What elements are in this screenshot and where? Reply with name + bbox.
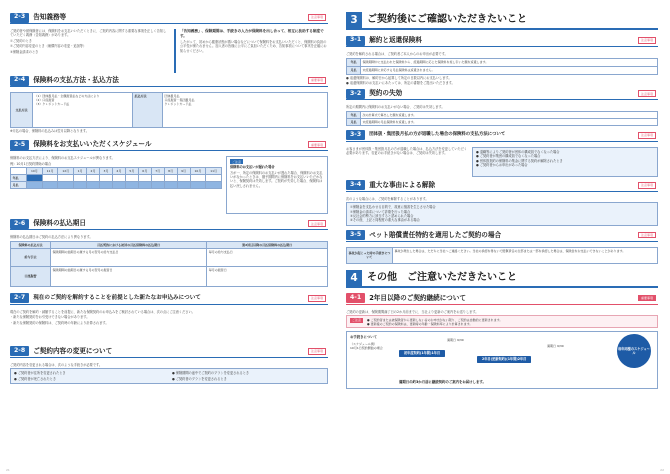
schedule-bar-1 [399, 350, 445, 356]
paragraph: ・新たな保険契約の保険料は、ご契約時の年齢により計算されます。 [10, 320, 109, 325]
list-item-text: ご契約者が死亡されたとき [17, 376, 57, 381]
paragraph: 保険料の払込期日はご契約の払込方法により異なります。 [10, 235, 93, 240]
section-title: 保険料の支払方法・払込方法 [33, 76, 119, 85]
section-3-1-header [346, 35, 658, 47]
row-label: 月払 [347, 66, 361, 74]
section-number: 2-8 [10, 346, 29, 356]
section-title: ペット賠償責任特約を適用したご契約の場合 [369, 230, 502, 239]
section-2-3-body [10, 29, 328, 73]
list-item: ①保険金を支払わせる目的で、故意に損害を生じさせた場合 [350, 205, 436, 210]
section-3-2-header [346, 88, 658, 100]
month-cell: 9月 [177, 168, 190, 175]
section-2-7-header [10, 293, 328, 305]
table-cell: 未経過期間に対応する月払保険料は返還されません。 [361, 66, 658, 74]
chapter-4-title [346, 270, 658, 288]
monthly-cell [87, 182, 100, 189]
list-item: ②保険金の請求について詐欺を行った場合 [350, 209, 411, 214]
annual-cell [151, 175, 164, 182]
monthly-cell [138, 182, 151, 189]
annual-cell [74, 175, 87, 182]
row-label: 年払 [347, 58, 361, 66]
section-tag: 重要事項 [308, 77, 326, 84]
annual-cell [177, 175, 190, 182]
annual-row [11, 175, 222, 182]
monthly-cell [58, 182, 74, 189]
section-number: 3-3 [346, 130, 365, 140]
month-cell: 2月 [87, 168, 100, 175]
month-cell: 11月 [206, 168, 222, 175]
section-tag: 注意事項 [308, 348, 326, 355]
column-header: 第2回目以降の月払保険料の払込期日 [207, 241, 328, 248]
page-number-left: 21 [6, 467, 10, 472]
section-2-3-header [10, 12, 328, 24]
section-2-5-body [10, 156, 328, 214]
list-item: ● ご契約者のプランを変更されるとき [172, 376, 227, 381]
paragraph: 現在のご契約を解約・減額することを前提に、新たな保険契約のお申込みをご検討されている場合は、次の点にご注意ください。 [10, 309, 195, 314]
note-heading: 保険料のお支払いが遅れた場合 [230, 165, 275, 170]
bullet-text: 返還保険料のお支払いにあたっては、所定の書類をご提出いただきます。 [349, 81, 455, 85]
chapter-title: その他 ご注意いただきたいこと [367, 271, 517, 283]
month-cell: 11月 [42, 168, 58, 175]
row-label: 口座振替 [11, 266, 51, 286]
monthly-cell [164, 182, 177, 189]
row-label: 月払 [11, 182, 27, 189]
section-tag: 重要事項 [638, 295, 656, 302]
table-cell: 保険期間中に支払われた保険料から、経過期間に応じた保険料を差し引いた額を返還します。 [361, 58, 658, 66]
list-item-text: 退職等によりご契約者が団体の構成員でなくなった場合 [479, 149, 560, 154]
paragraph: ご契約内容を変更される場合は、次のような手続きが必要です。 [10, 362, 103, 367]
section-number: 3-5 [346, 230, 365, 240]
section-title: 重大な事由による解除 [369, 180, 436, 189]
maturity-date-1: 満期日 9/30 [447, 338, 464, 343]
month-cell: 6月 [138, 168, 151, 175]
section-3-5-header [346, 230, 658, 242]
section-number: 3-2 [346, 89, 365, 99]
month-cell: 12月 [58, 168, 74, 175]
annual-cell [58, 175, 74, 182]
schedule-label: お手続きについて [350, 335, 378, 340]
monthly-cell [27, 182, 43, 189]
list-item: ④その他、上記と同程度の重大な事由がある場合 [350, 218, 420, 223]
paragraph: 次のような場合には、ご契約を解除することがあります。 [346, 196, 429, 201]
schedule-badge: 毎年同様のスケジュール [617, 334, 651, 368]
section-tag: 注意事項 [308, 14, 326, 21]
change-list [10, 368, 328, 384]
table-row [11, 266, 328, 286]
monthly-cell [190, 182, 206, 189]
refund-table [346, 58, 658, 75]
left-page [10, 12, 328, 384]
schedule-bar-2 [477, 356, 531, 362]
bullet-text: 更新後のご契約の保険料は、更新時の年齢・保険料率により計算されます。 [370, 321, 473, 326]
annual-cell [112, 175, 125, 182]
monthly-cell [125, 182, 138, 189]
section-tag: 注意事項 [638, 37, 656, 44]
paragraph: ご契約の更新は、保険期間満了日の2か月前までに、当社より更新のご案内をお送りします。 [346, 309, 479, 314]
monthly-cell [151, 182, 164, 189]
table-cell: 次の計算式で算出した額を返還します。 [361, 111, 658, 118]
note-label: ご注意 [232, 159, 242, 164]
section-number: 3-1 [346, 36, 365, 46]
chapter-number: 4 [346, 270, 362, 286]
paragraph: ご契約者や被保険者には、保険料をお支払いいただくときに、ご契約内容に関する重要な事項を正しく告知していただく義務（告知義務）があります。 [10, 29, 167, 38]
corner-cell [11, 168, 27, 175]
section-title: 告知義務等 [33, 13, 67, 22]
bar-label: 2年目(更新契約)(1年間)2年目 [477, 356, 531, 362]
section-tag: 注意事項 [308, 220, 326, 227]
schedule-note: （スケジュール例） 10月1日契約開始の場合 [350, 342, 383, 351]
cancellation-list [346, 202, 658, 225]
bullet-text: ご契約者または被保険者から更新しない旨のお申出がない限り、ご契約は自動的に更新されます。 [370, 317, 503, 322]
paragraph: 保険料のお支払方法により、保険料のお支払スケジュールが異なります。 [10, 156, 115, 161]
list-item: ● ご契約者が住所を変更されたとき [14, 371, 66, 376]
annual-cell [138, 175, 151, 182]
bullet-text: 返還保険料は、解約日から起算して所定の日数以内にお支払いします。 [349, 75, 452, 80]
condition-list: ● 退職等によりご契約者が団体の構成員でなくなった場合 ● ご契約者が集団の構成員でなくなった場合 ● 団体扱契約の保険料の集金に関する契約が解除されたとき ● ご契約者からお申出があった場合 [472, 147, 658, 177]
section-title: 現在のご契約を解約することを前提とした新たなお申込みについて [33, 294, 201, 301]
renewal-schedule [346, 331, 658, 389]
cell-line: （2）口座振替 [34, 98, 55, 103]
section-number: 2-7 [10, 293, 29, 303]
section-title: 契約の失効 [369, 89, 403, 98]
monthly-cell [177, 182, 190, 189]
monthly-cell [99, 182, 112, 189]
section-2-3-quote [174, 29, 328, 73]
section-title: 団体扱・集団扱月払の方が退職した場合の保険料の支払方法について [369, 132, 506, 138]
section-title: ご契約内容の変更について [33, 346, 113, 355]
column-header: 月払契約における初回の月払保険料の払込期日 [51, 241, 207, 248]
monthly-cell [206, 182, 222, 189]
annual-cell [190, 175, 206, 182]
note-bullets: ● ご契約者または被保険者から更新しない旨のお申出がない限り、ご契約は自動的に更新されます。 ● 更新後のご契約の保険料は、更新時の年齢・保険料率により計算されます。 [367, 317, 503, 326]
monthly-cell [112, 182, 125, 189]
footnote: ※月払の場合、保険料の払込みは翌月以降となります。 [10, 129, 89, 133]
section-2-8-header [10, 346, 328, 358]
paragraph: ・新たな保険契約をお引受けできない場合があります。 [10, 315, 90, 320]
cell-line: 団体扱月払 [164, 94, 180, 98]
annual-cell [164, 175, 177, 182]
section-title: 保険料をお支払いいただくスケジュール [33, 140, 152, 149]
note-body: 万が一、所定の保険料のお支払いが遅れた場合、保険料のお支払いがなかったときは、猶予期間内に保険料をお支払いいただかないと、保険契約は失効します。ご契約が失効した場合、保険料は払い戻しされません。 [230, 170, 323, 188]
row-label: 年払 [347, 111, 361, 118]
list-item-text: ご契約者が集団の構成員でなくなった場合 [479, 154, 541, 159]
section-2-5-header [10, 139, 328, 151]
table-row [11, 248, 328, 266]
row-label: 給与引去 [11, 248, 51, 266]
lapse-table [346, 111, 658, 126]
month-cell: 1月 [74, 168, 87, 175]
section-title: 2年目以降のご契約継続について [369, 293, 466, 302]
section-tag: 注意事項 [308, 295, 326, 302]
row-label: 年払 [11, 175, 27, 182]
section-number: 2-3 [10, 13, 29, 23]
table-cell: 毎月の給与支払日 [207, 248, 328, 266]
section-2-7-body [10, 310, 328, 344]
chapter-3-title [346, 12, 658, 30]
table-row-label: 支払方法 [11, 93, 33, 128]
table-cell: 事故が発生した場合は、ただちに当社へご連絡ください。当社の承認を得ないで賠償責任の全部または一部を承認した場合は、保険金をお支払いできないことがあります。 [393, 247, 658, 263]
note-box [226, 156, 328, 214]
list-item-text: ご契約者が住所を変更されたとき [17, 371, 66, 376]
chapter-title: ご契約後にご確認いただきたいこと [367, 14, 527, 26]
section-tag: 注意事項 [638, 182, 656, 189]
list-item: ● ご契約者が死亡されたとき [14, 376, 57, 381]
note-label: ご注意 [352, 318, 362, 323]
cell-line: （1）団体扱月払・全額振替払などの方法により [34, 94, 100, 98]
section-number: 2-4 [10, 76, 29, 86]
table-cell: 保険期間の始期日の属する月の翌月の振替日 [51, 266, 207, 286]
annual-cell [42, 175, 58, 182]
section-3-3-header [346, 130, 658, 142]
table-row-label: 払込方法 [133, 93, 163, 128]
monthly-cell [42, 182, 58, 189]
month-cell: 5月 [125, 168, 138, 175]
table-cell: 未経過期間の月払保険料を返還します。 [361, 118, 658, 125]
month-cell: 8月 [164, 168, 177, 175]
table-cell [163, 93, 328, 128]
section-2-4-header [10, 75, 328, 87]
list-item-text: 保険期間の途中でご契約のプランを変更されるとき [175, 371, 250, 376]
annual-cell [27, 175, 43, 182]
month-cell: 10月 [190, 168, 206, 175]
section-tag: 注意事項 [638, 132, 656, 139]
payment-method-table [10, 92, 328, 128]
section-3-3-body [346, 147, 658, 177]
annual-cell [125, 175, 138, 182]
section-number: 3-4 [346, 180, 365, 190]
annual-cell [87, 175, 100, 182]
list-item: ● 保険期間の途中でご契約のプランを変更されるとき [172, 371, 250, 376]
schedule-footer: 満期日の約3か月前に継続契約のご案内をお届けします。 [399, 379, 486, 384]
table-cell: 毎月の振替日 [207, 266, 328, 286]
table-cell [33, 93, 133, 128]
renewal-note [346, 315, 658, 328]
section-number: 2-6 [10, 219, 29, 229]
quote-body: したがって、初めから健康状態が悪い場合などについて保険料をお支払いいただくと、保険料の負担の公平性が保たれません。加入者の皆様に公平にご負担いただくため、告知事項について事実を正確にお知らせください。 [180, 39, 327, 53]
list-item: ③反社会的勢力に該当すると認められた場合 [350, 214, 414, 219]
maturity-date-2: 満期日 9/30 [547, 344, 564, 349]
section-title: 保険料の払込期日 [33, 219, 86, 228]
month-cell: 3月 [99, 168, 112, 175]
section-title: 解約と返還保険料 [369, 36, 422, 45]
paragraph: ①ご契約のとき [10, 38, 32, 43]
chapter-number: 3 [346, 12, 362, 28]
monthly-cell [74, 182, 87, 189]
month-row [11, 168, 222, 175]
quote-heading: 「告知義務」、保険期間は、手続きの入力が保険料を出し合って、相互に扶助する制度です。 [180, 29, 324, 38]
column-header: 保険料の払込方法 [11, 241, 51, 248]
section-tag: 重要事項 [308, 141, 326, 148]
section-number: 4-1 [346, 293, 365, 303]
paragraph: ③保険金請求のとき [10, 49, 39, 54]
period-label: 例）10月1日契約開始の場合 [10, 161, 52, 166]
cell-line: 口座振替・集団扱月払 [164, 98, 195, 103]
annual-cell [99, 175, 112, 182]
section-number: 2-5 [10, 140, 29, 150]
month-cell: 7月 [151, 168, 164, 175]
bar-label: 初年度契約(1年間)1年目 [399, 350, 445, 356]
schedule-table [10, 167, 222, 189]
row-label: 事故が起こった時の手続きについて [347, 247, 393, 263]
section-tag: 注意事項 [638, 90, 656, 97]
section-4-1-header [346, 293, 658, 305]
section-2-6-header [10, 218, 328, 230]
section-2-3-text [10, 29, 168, 73]
month-cell: 10月 [27, 168, 43, 175]
cell-line: クレジットカード払 [164, 102, 192, 107]
month-cell: 4月 [112, 168, 125, 175]
section-3-4-header [346, 180, 658, 192]
pet-liability-table [346, 247, 658, 264]
page-number-right: 22 [660, 467, 664, 472]
list-item-text: ご契約者からお申出があった場合 [479, 162, 528, 167]
schedule-block [10, 156, 222, 214]
paragraph: 所定の期間内に保険料のお支払いがない場合、ご契約は失効します。 [346, 105, 445, 110]
due-date-table [10, 241, 328, 287]
section-tag: 注意事項 [638, 232, 656, 239]
monthly-row [11, 182, 222, 189]
paragraph: お客さまが団体扱・集団扱月払の方が退職した場合は、払込方法を変更していただく必要があります。変更のお手続きがない場合は、ご契約は失効します。 [346, 146, 468, 156]
list-item-text: 団体扱契約の保険料の集金に関する契約が解除されたとき [479, 158, 563, 163]
table-cell: 保険期間の始期日の属する月の翌月の給与支払日 [51, 248, 207, 266]
paragraph: ご契約を解約される場合は、ご契約者ご本人からのお申出が必要です。 [346, 52, 448, 56]
cell-line: （3）クレジットカード払 [34, 102, 70, 107]
paragraph: ②ご契約内容変更のとき（補償内容の変更・追加等） [10, 44, 87, 49]
list-item-text: ご契約者のプランを変更されるとき [175, 376, 227, 381]
annual-cell [206, 175, 222, 182]
row-label: 月払 [347, 118, 361, 125]
right-page: 3 ご契約後にご確認いただきたいこと 3-1 解約と返還保険料 注意事項 ご契約を解約される場合は、ご契約者ご本人からのお申出が必要です。 年払 保険期間中に支払われた保険料から、経過期間に応じた保険料を差し引いた額を返還します。 月払 未経過期間に対応する月払保険料は返還されません。 ● 返還保険料は、解約日から起算して所定の日数以内にお支払いします。 ● 返還保険料のお支払いにあたっては、所定の書類をご提出いただきます。 3-2 契約の失効 注意事項 所定の期間内に保険料のお支払いがない場合、ご契約は失効します。 年払 次の計算式で算出した額を返還します。 月払 未経過期間の月払保険料を返還します。 3-3 団体扱・集団扱月払の方が退職した場合の保険料の支払方法について 注意事項 お客さまが団体扱・集団扱月払の方が退職した場合は、払込方法を変更していただく必要があります。変更のお手続きがない場合は、ご契約は失効します。 ● 退職等によりご契約者が団体の構成員でなくなった場合 ● ご契約者が集団の構成員でなくなった場合 ● 団体扱契約の保険料の集金に関する契約が解除されたとき ● ご契約者からお申出があった場合 3-4 重大な事由による解除 注意事項 次のような場合には、ご契約を解除することがあります。 ①保険金を支払わせる目的で、故意に損害を生じさせた場合 ②保険金の請求について詐欺を行った場合 ③反社会的勢力に該当すると認められた場合 ④その他、上記と同程度の重大な事由がある場合 3-5 ペット賠償責任特約を適用したご契約の場合 注意事項 事故が起こった時の手続きについて 事故が発生した場合は、ただちに当社へご連絡ください。当社の承認を得ないで賠償責任の全部または一部を承認した場合は、保険金をお支払いできないことがあります。 4 その他 ご注意いただきたいこと 4-1 2年目以降のご契約継続について 重要事項 ご契約の更新は、保険期間満了日の2か月前までに、当社より更新のご案内をお送りします。 ご注意 ● ご契約者または被保険者から更新しない旨のお申出がない限り、ご契約は自動的に更新されます。 ● 更新後のご契約の保険料は、更新時の年齢・保険料率により計算されます。 お手続きについて （スケジュール例） 10月1日契約開始の場合 満期日 9/30 満期日 9/30 初年度契約(1年間)1年目 2年目(更新契約)(1年間)2年目 毎年同様のスケジュール 満期日の約3か月前に継続契約のご案内をお届けします。 [346, 12, 658, 389]
